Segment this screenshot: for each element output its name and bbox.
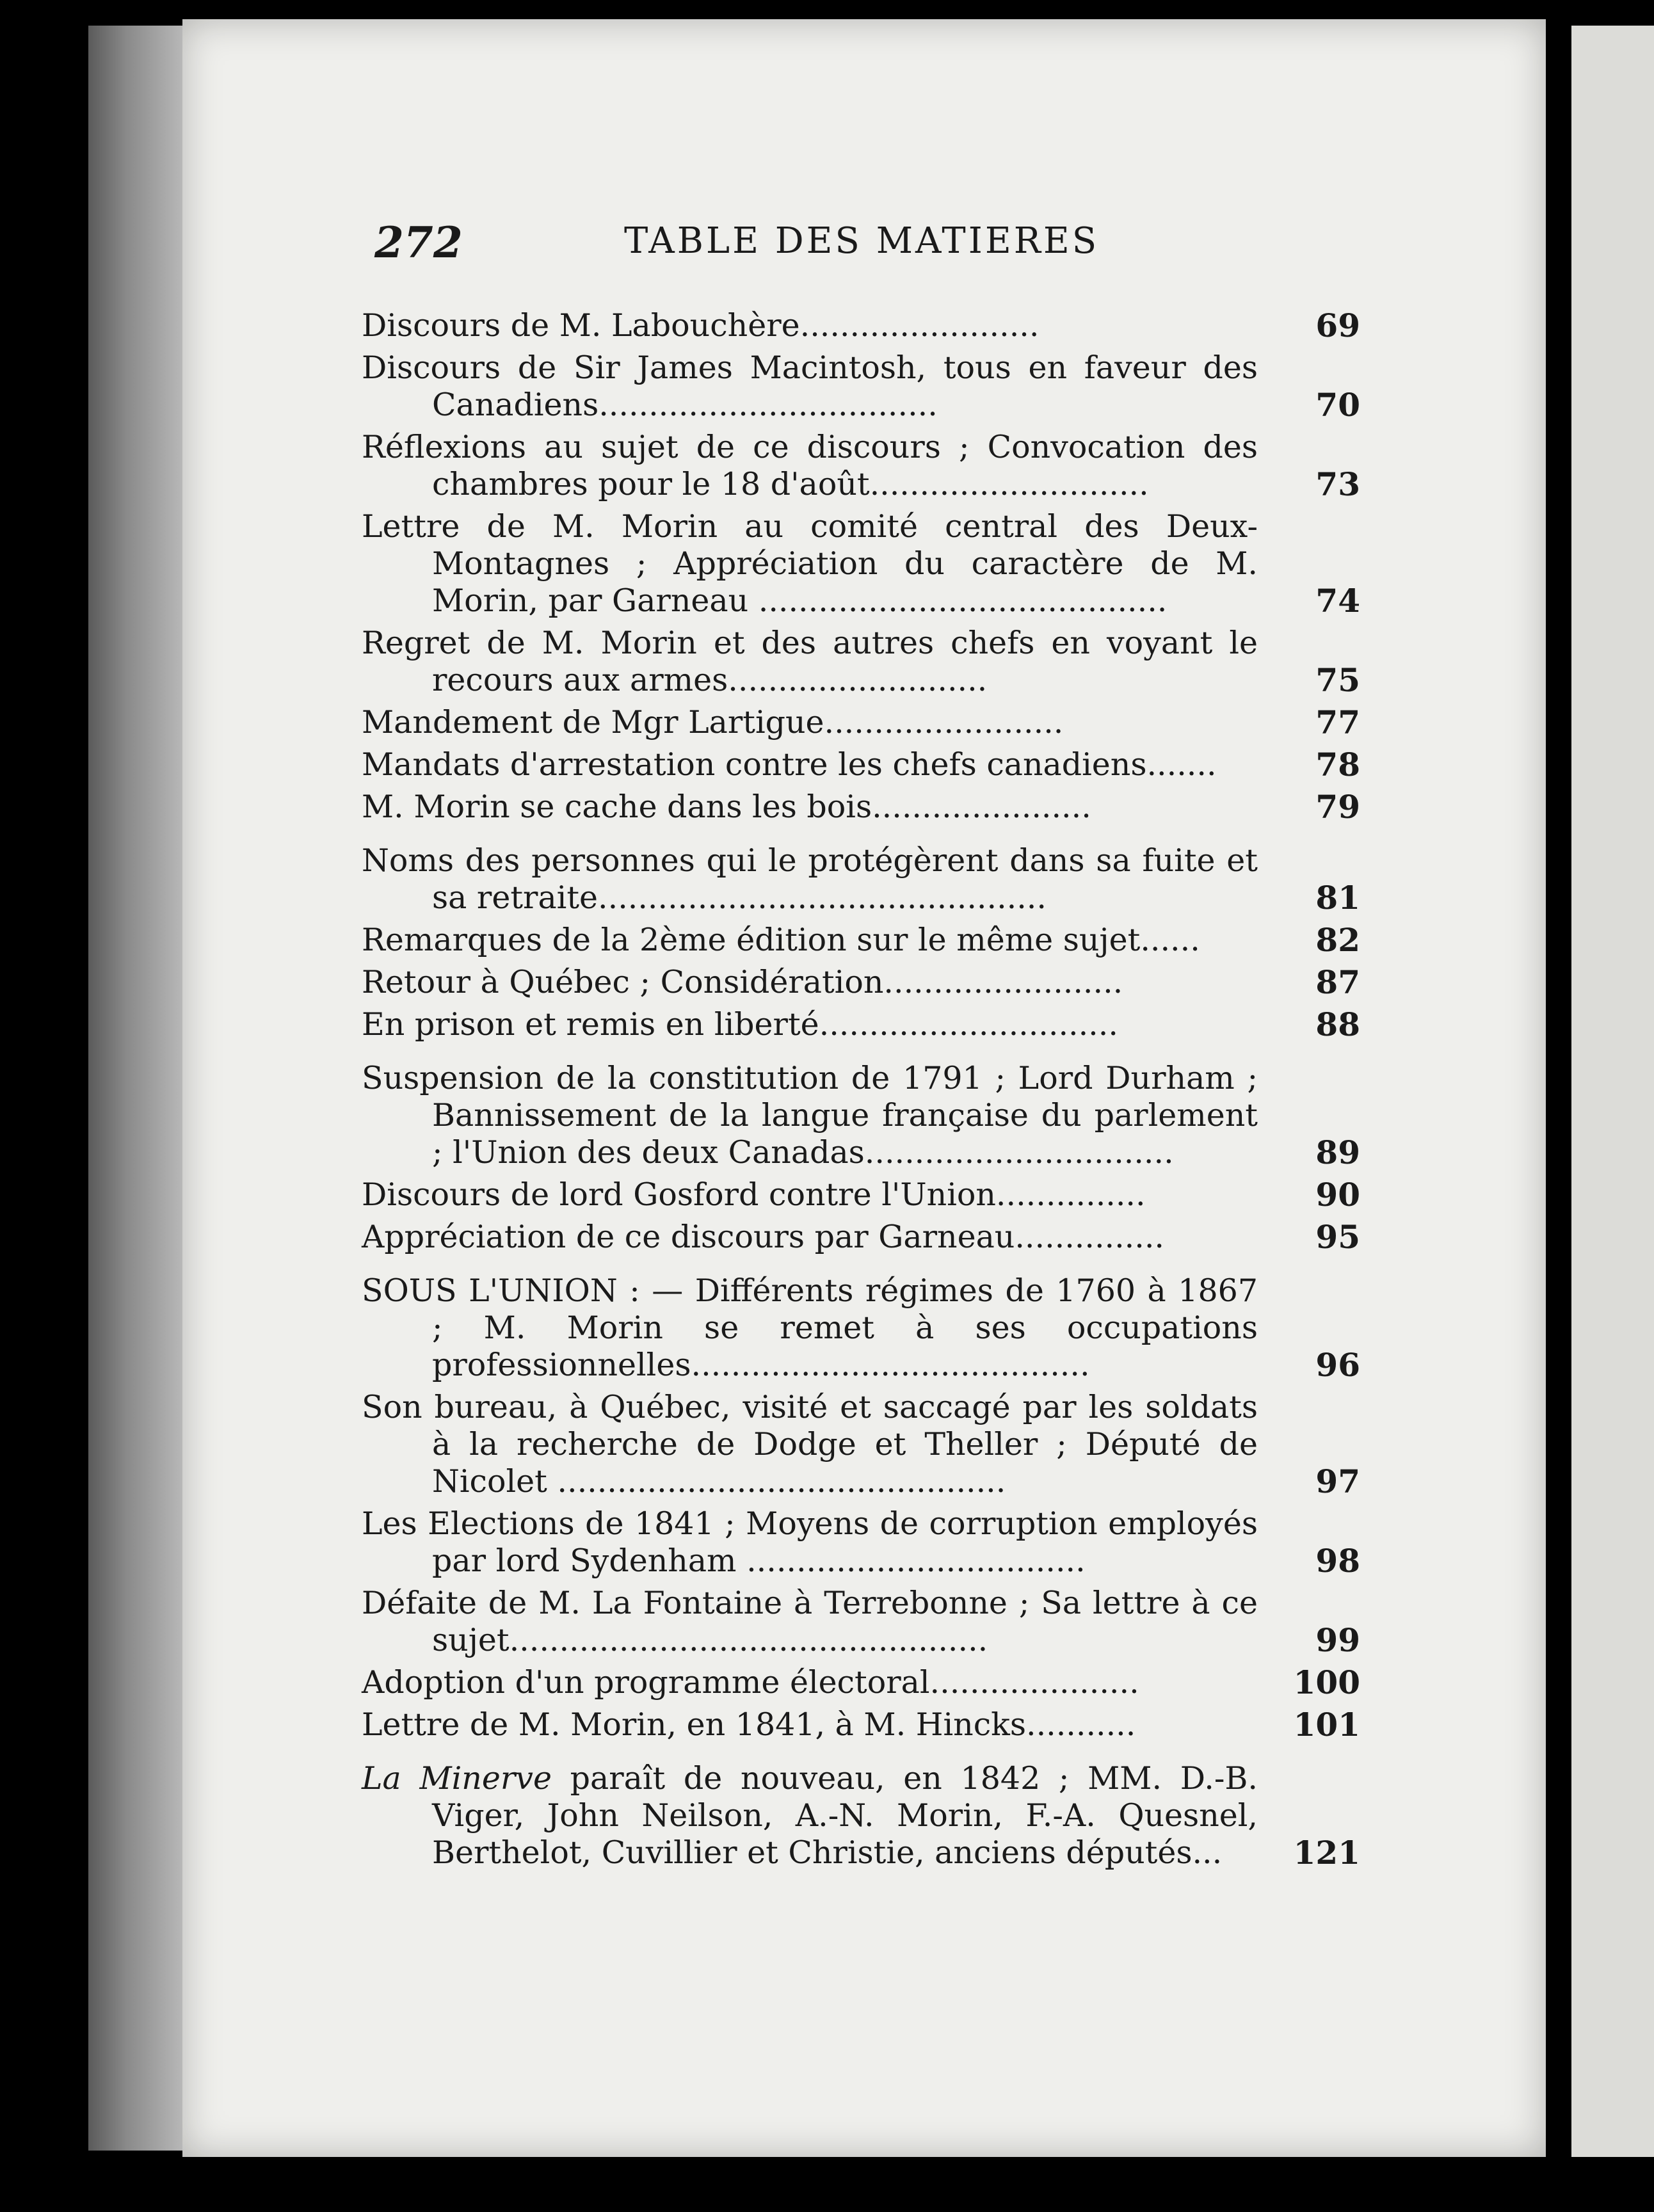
running-title: TABLE DES MATIERES (624, 220, 1100, 262)
toc-entry (362, 704, 1360, 741)
toc-entry (362, 1272, 1360, 1384)
toc-entry-text: En prison et remis en liberté.............................. (362, 1006, 1118, 1043)
toc-entry (362, 1505, 1360, 1580)
toc-entry-text: SOUS L'UNION : — Différents régimes de 1760 à 1867 ; M. Morin se remet à ses occupations professionnelles........................................ (362, 1272, 1258, 1383)
toc-entry (362, 307, 1360, 344)
toc-entry-text: Appréciation de ce discours par Garneau............... (362, 1219, 1164, 1255)
toc-entry (362, 429, 1360, 503)
toc-entry (362, 1060, 1360, 1171)
toc-entry-page: 100 (1293, 1663, 1360, 1701)
toc-entry (362, 746, 1360, 783)
toc-entry-text: Mandement de Mgr Lartigue........................ (362, 704, 1064, 741)
toc-entry-page: 97 (1315, 1463, 1360, 1500)
toc-entry-page: 101 (1293, 1706, 1360, 1743)
toc-entry-page: 77 (1315, 703, 1360, 741)
toc-entry-page: 121 (1293, 1834, 1360, 1871)
toc-entry-text: Adoption d'un programme électoral..................... (362, 1664, 1139, 1701)
toc-entry-text-rest: paraît de nouveau, en 1842 ; MM. D.-B. Viger, John Neilson, A.-N. Morin, F.-A. Quesnel, Berthelot, Cuvillier et Christie, anciens députés... (432, 1760, 1258, 1871)
toc-entry-text: Discours de M. Labouchère........................ (362, 307, 1040, 344)
toc-entry-text: Noms des personnes qui le protégèrent dans sa fuite et sa retraite............................................. (362, 842, 1258, 916)
toc-entry-page: 99 (1315, 1621, 1360, 1659)
toc-entry-page: 74 (1315, 582, 1360, 620)
page-header (374, 218, 1271, 282)
toc-entry-text: Remarques de la 2ème édition sur le même sujet...... (362, 922, 1200, 958)
toc-entry-page: 69 (1315, 307, 1360, 344)
toc-entry (362, 349, 1360, 424)
toc-entry (362, 922, 1360, 959)
toc-entry-text: Suspension de la constitution de 1791 ; Lord Durham ; Bannissement de la langue française du parlement ; l'Union des deux Canadas............................... (362, 1060, 1258, 1171)
toc-entry (362, 1389, 1360, 1500)
toc-entry-page: 96 (1315, 1346, 1360, 1384)
toc-entry-italic-title: La Minerve (362, 1760, 552, 1797)
toc-entry (362, 1585, 1360, 1659)
toc-entry-text: Mandats d'arrestation contre les chefs canadiens....... (362, 746, 1217, 783)
toc-entry-page: 89 (1315, 1134, 1360, 1171)
toc-entry-page: 82 (1315, 921, 1360, 959)
toc-entry-page: 70 (1315, 386, 1360, 424)
toc-entry-text: M. Morin se cache dans les bois...................... (362, 789, 1091, 825)
toc-entry-text: Son bureau, à Québec, visité et saccagé par les soldats à la recherche de Dodge et Theller ; Député de Nicolet ............................................. (362, 1389, 1258, 1500)
toc-entry-text: Retour à Québec ; Considération........................ (362, 964, 1123, 1000)
toc-entry (362, 508, 1360, 620)
toc-entry (362, 1006, 1360, 1043)
toc-entry-text: Regret de M. Morin et des autres chefs en voyant le recours aux armes.......................... (362, 625, 1258, 698)
toc-entry-text (362, 1760, 1258, 1871)
toc-entry-text: Discours de lord Gosford contre l'Union............... (362, 1176, 1146, 1213)
toc-entry-page: 75 (1315, 661, 1360, 699)
toc-entry-page: 73 (1315, 465, 1360, 503)
toc-entry-page: 78 (1315, 746, 1360, 783)
toc-entry-text: Les Elections de 1841 ; Moyens de corruption employés par lord Sydenham .................................. (362, 1505, 1258, 1579)
toc-entry (362, 625, 1360, 699)
book-spine (88, 26, 184, 2151)
toc-entry-page: 88 (1315, 1006, 1360, 1043)
toc-entry (362, 842, 1360, 917)
toc-entry (362, 1706, 1360, 1743)
page-number: 272 (374, 218, 463, 268)
toc-entry-text: Réflexions au sujet de ce discours ; Convocation des chambres pour le 18 d'août............................ (362, 429, 1258, 502)
toc-entry-page: 81 (1315, 879, 1360, 917)
toc-entry-page: 79 (1315, 788, 1360, 826)
toc-entry-text: Défaite de M. La Fontaine à Terrebonne ; Sa lettre à ce sujet................................................ (362, 1585, 1258, 1658)
toc-entry-text: Lettre de M. Morin au comité central des Deux-Montagnes ; Appréciation du caractère de M. Morin, par Garneau ......................................... (362, 508, 1258, 619)
toc-entry (362, 1760, 1360, 1871)
table-of-contents (362, 307, 1360, 1877)
toc-entry-page: 87 (1315, 963, 1360, 1001)
facing-page-edge (1571, 26, 1654, 2157)
toc-entry (362, 964, 1360, 1001)
toc-entry-text: Lettre de M. Morin, en 1841, à M. Hincks........... (362, 1706, 1136, 1743)
toc-entry (362, 789, 1360, 826)
toc-entry-page: 95 (1315, 1218, 1360, 1256)
toc-entry-text: Discours de Sir James Macintosh, tous en faveur des Canadiens.................................. (362, 349, 1258, 423)
toc-entry (362, 1664, 1360, 1701)
toc-entry (362, 1176, 1360, 1214)
toc-entry (362, 1219, 1360, 1256)
toc-entry-page: 98 (1315, 1542, 1360, 1580)
toc-entry-page: 90 (1315, 1176, 1360, 1214)
